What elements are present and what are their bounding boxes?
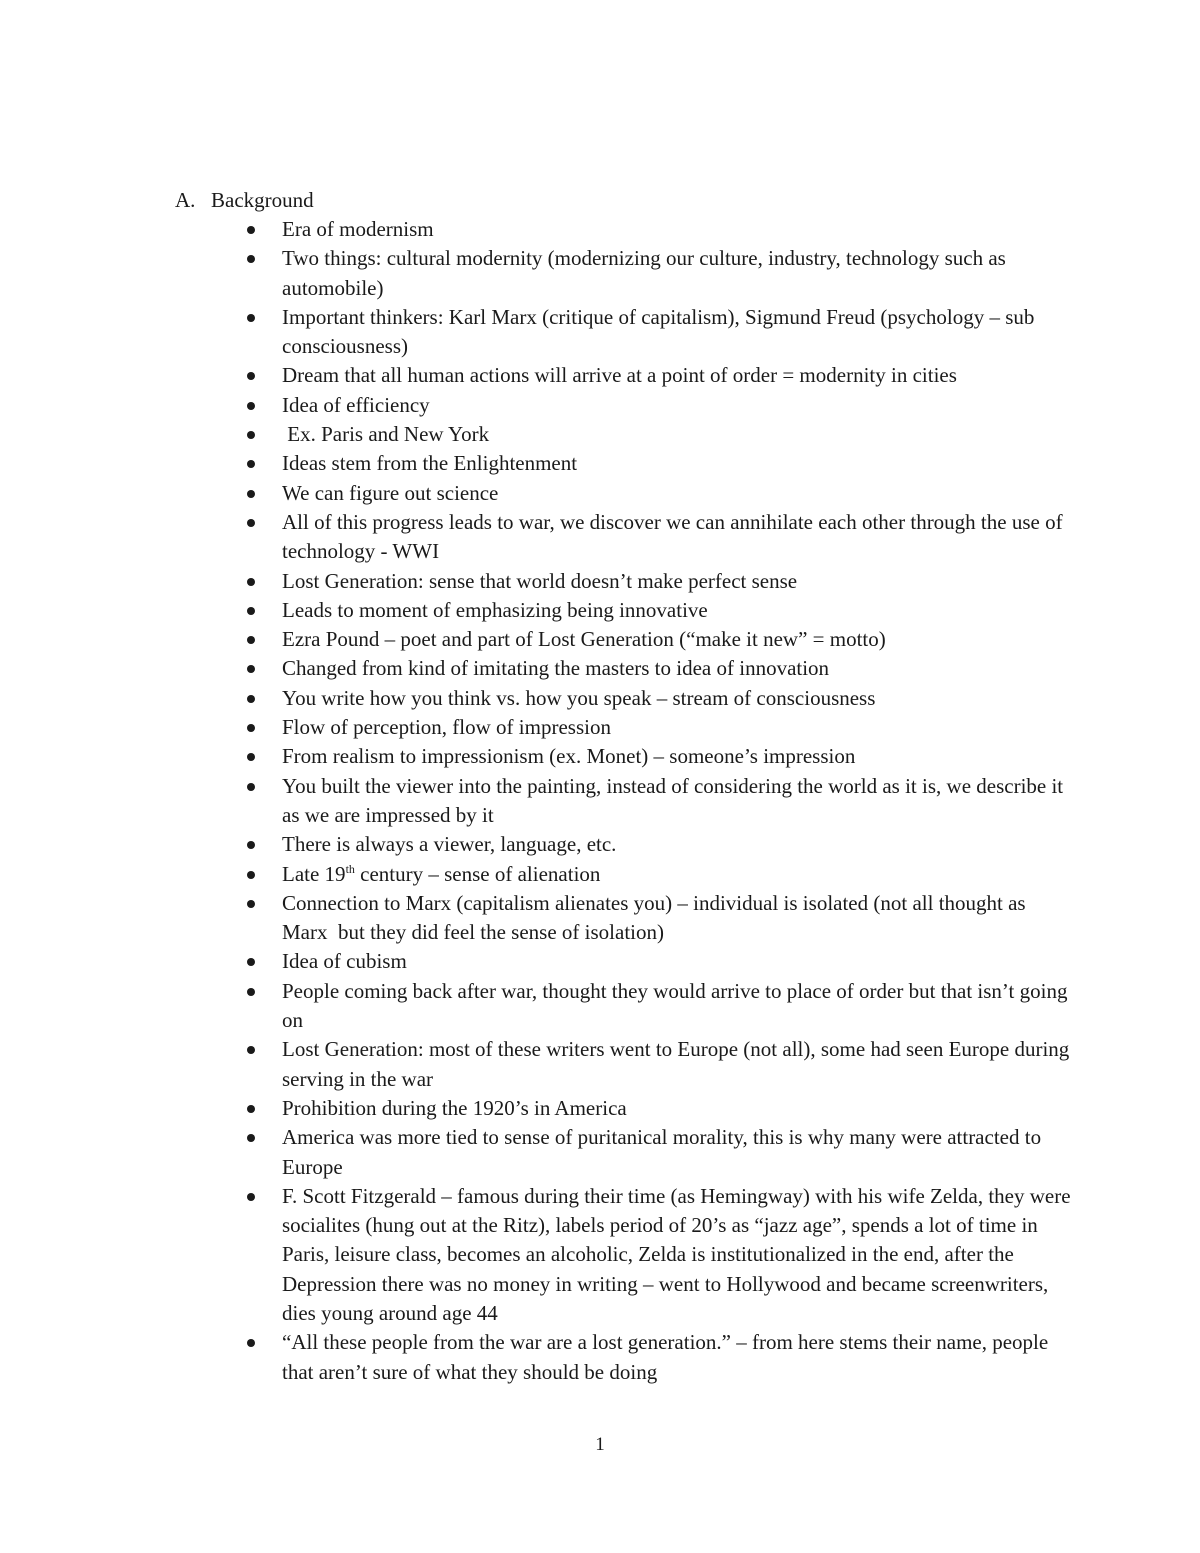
list-item <box>244 361 1074 390</box>
bullet-dot-icon <box>247 783 255 791</box>
list-item <box>244 596 1074 625</box>
list-item <box>244 508 1074 567</box>
list-item <box>244 215 1074 244</box>
list-item-text: Leads to moment of emphasizing being innovative <box>282 597 708 622</box>
list-item-text: Dream that all human actions will arrive at a point of order = modernity in cities <box>282 363 957 388</box>
list-item-text: Prohibition during the 1920’s in America <box>282 1095 627 1120</box>
section-heading <box>175 186 314 215</box>
list-item <box>244 1035 1074 1094</box>
list-item-text: Connection to Marx (capitalism alienates you) – individual is isolated (not all thought as Marx but they did feel the sense of isolation) <box>282 890 1031 945</box>
list-item-text: From realism to impressionism (ex. Monet) – someone’s impression <box>282 744 856 769</box>
list-item <box>244 1123 1074 1182</box>
list-item-text: You write how you think vs. how you speak – stream of consciousness <box>282 685 876 710</box>
list-item-text: We can figure out science <box>282 480 499 505</box>
list-item <box>244 449 1074 478</box>
list-item-text: Era of modernism <box>282 217 434 241</box>
bullet-dot-icon <box>247 314 255 322</box>
list-item <box>244 684 1074 713</box>
bullet-dot-icon <box>247 519 255 527</box>
list-item <box>244 830 1074 859</box>
list-item <box>244 420 1074 449</box>
list-item <box>244 567 1074 596</box>
page-number: 1 <box>595 1434 605 1455</box>
bullet-dot-icon <box>247 578 255 586</box>
bullet-dot-icon <box>247 255 255 263</box>
list-item-text: Late 19 <box>282 861 346 886</box>
list-item-text: Idea of cubism <box>282 949 407 974</box>
bullet-dot-icon <box>247 1339 255 1347</box>
bullet-dot-icon <box>247 1134 255 1142</box>
list-item-text: America was more tied to sense of puritanical morality, this is why many were attracted to Europe <box>282 1125 1047 1179</box>
section-marker: A. <box>175 188 196 212</box>
bullet-dot-icon <box>247 226 255 234</box>
list-item-text: Flow of perception, flow of impression <box>282 715 611 740</box>
list-item <box>244 772 1074 831</box>
list-item-text: Idea of efficiency <box>282 392 430 417</box>
bullet-dot-icon <box>247 1105 255 1113</box>
list-item-text: You built the viewer into the painting, instead of considering the world as it is, we describe it as we are impressed by it <box>282 773 1069 827</box>
list-item <box>244 977 1074 1036</box>
list-item-text: Two things: cultural modernity (modernizing our culture, industry, technology such as automobile) <box>282 246 1012 300</box>
bullet-dot-icon <box>247 431 255 439</box>
list-item-text: “All these people from the war are a lost generation.” – from here stems their name, people that aren’t sure of what they should be doing <box>282 1330 1054 1384</box>
list-item <box>244 742 1074 771</box>
bullet-dot-icon <box>247 1193 255 1201</box>
list-item <box>244 860 1074 889</box>
list-item-text: F. Scott Fitzgerald – famous during their time (as Hemingway) with his wife Zelda, they were socialites (hung out at the Ritz), labels period of 20’s as “jazz age”, spends a lot of time in Paris, leisure class, becomes an alcoholic, Zelda is institutionalized in the end, after the Depression there was no money in writing – went to Hollywood and became screenwriters, dies young around age 44 <box>282 1183 1076 1325</box>
bullet-dot-icon <box>247 753 255 761</box>
superscript: th <box>345 861 355 876</box>
bullet-dot-icon <box>247 841 255 849</box>
list-item <box>244 1328 1074 1387</box>
bullet-dot-icon <box>247 402 255 410</box>
bullet-dot-icon <box>247 460 255 468</box>
list-item-text: People coming back after war, thought they would arrive to place of order but that isn’t going on <box>282 978 1073 1033</box>
list-item-text: Important thinkers: Karl Marx (critique of capitalism), Sigmund Freud (psychology – sub consciousness) <box>282 304 1040 359</box>
list-item <box>244 889 1074 948</box>
list-item <box>244 303 1074 362</box>
list-item-text: There is always a viewer, language, etc. <box>282 832 617 857</box>
bullet-dot-icon <box>247 607 255 615</box>
list-item <box>244 947 1074 976</box>
bullet-dot-icon <box>247 1046 255 1054</box>
list-item-text: Ezra Pound – poet and part of Lost Generation (“make it new” = motto) <box>282 627 886 652</box>
list-item-text: All of this progress leads to war, we discover we can annihilate each other through the use of technology - WWI <box>282 509 1068 564</box>
list-item <box>244 1182 1074 1328</box>
list-item-text: Changed from kind of imitating the masters to idea of innovation <box>282 656 830 681</box>
list-item-text: Lost Generation: sense that world doesn’t make perfect sense <box>282 568 798 593</box>
bullet-dot-icon <box>247 490 255 498</box>
bullet-dot-icon <box>247 724 255 732</box>
bullet-dot-icon <box>247 636 255 644</box>
bullet-dot-icon <box>247 372 255 380</box>
list-item <box>244 713 1074 742</box>
list-item-text: century – sense of alienation <box>354 861 601 886</box>
bullet-dot-icon <box>247 988 255 996</box>
list-item-text: Lost Generation: most of these writers went to Europe (not all), some had seen Europe during serving in the war <box>282 1037 1075 1091</box>
bullet-list <box>244 215 1074 1387</box>
list-item <box>244 625 1074 654</box>
list-item <box>244 654 1074 683</box>
bullet-dot-icon <box>247 958 255 966</box>
section-title: Background <box>211 188 314 212</box>
list-item-text: Ex. Paris and New York <box>282 422 490 447</box>
list-item <box>244 479 1074 508</box>
bullet-dot-icon <box>247 871 255 879</box>
list-item <box>244 391 1074 420</box>
bullet-dot-icon <box>247 665 255 673</box>
bullet-dot-icon <box>247 900 255 908</box>
bullet-dot-icon <box>247 695 255 703</box>
list-item <box>244 244 1074 303</box>
list-item <box>244 1094 1074 1123</box>
list-item-text: Ideas stem from the Enlightenment <box>282 451 578 476</box>
